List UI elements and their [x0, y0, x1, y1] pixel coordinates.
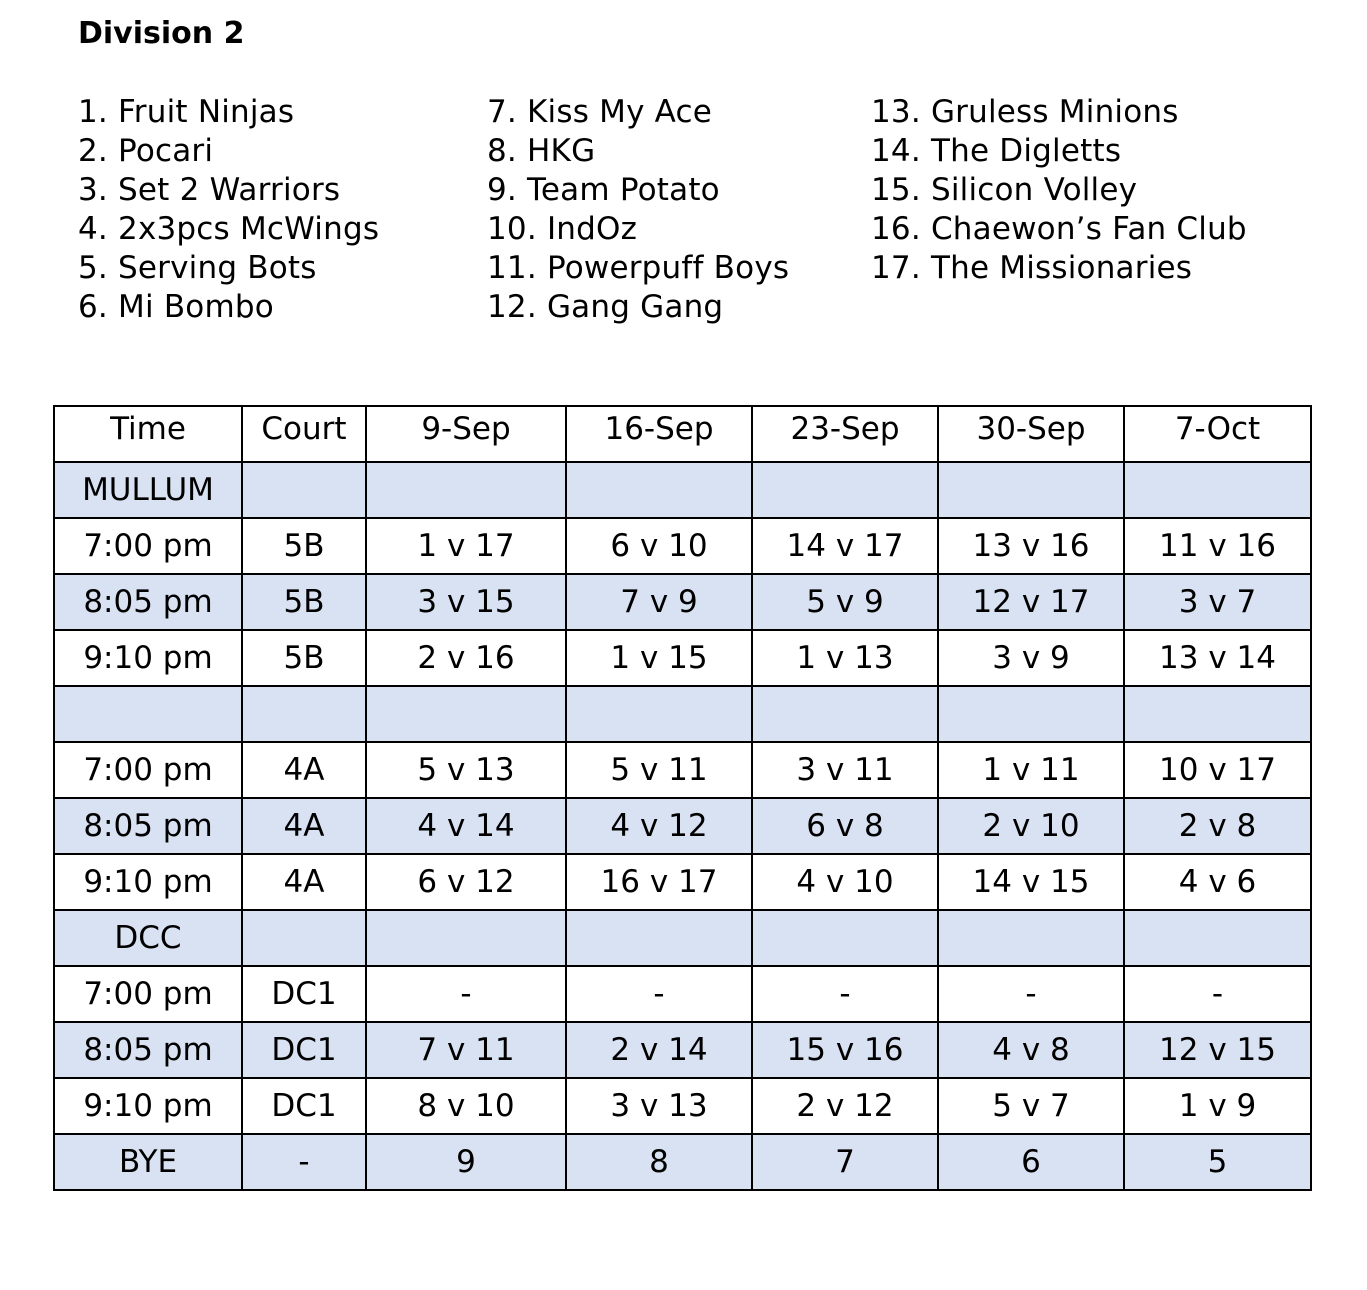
match-cell: 12 v 17 — [938, 574, 1124, 630]
table-cell — [1124, 910, 1311, 966]
team-list-column-2 — [487, 93, 789, 327]
time-cell: 9:10 pm — [54, 630, 242, 686]
table-cell — [1124, 686, 1311, 742]
court-cell: DC1 — [242, 1022, 366, 1078]
table-cell — [366, 910, 566, 966]
venue-label: DCC — [54, 910, 242, 966]
team-list-column-3 — [871, 93, 1247, 288]
match-cell: 9 — [366, 1134, 566, 1190]
court-cell: 4A — [242, 798, 366, 854]
court-cell: 5B — [242, 518, 366, 574]
court-cell: 4A — [242, 742, 366, 798]
team-list-item: 5. Serving Bots — [78, 250, 317, 286]
column-header: 23-Sep — [752, 406, 938, 462]
team-list-item: 11. Powerpuff Boys — [487, 250, 790, 286]
column-header: 7-Oct — [1124, 406, 1311, 462]
table-cell — [242, 910, 366, 966]
match-cell: 5 — [1124, 1134, 1311, 1190]
match-cell: 8 v 10 — [366, 1078, 566, 1134]
table-cell — [566, 910, 752, 966]
match-cell: - — [938, 966, 1124, 1022]
venue-label — [54, 686, 242, 742]
team-list-item: 7. Kiss My Ace — [487, 94, 713, 130]
match-cell: 13 v 14 — [1124, 630, 1311, 686]
team-list-item: 1. Fruit Ninjas — [78, 94, 295, 130]
match-cell: 12 v 15 — [1124, 1022, 1311, 1078]
match-cell: 4 v 10 — [752, 854, 938, 910]
match-cell: 1 v 9 — [1124, 1078, 1311, 1134]
match-cell: 15 v 16 — [752, 1022, 938, 1078]
match-cell: 5 v 7 — [938, 1078, 1124, 1134]
match-cell: 8 — [566, 1134, 752, 1190]
match-cell: 4 v 8 — [938, 1022, 1124, 1078]
match-cell: 13 v 16 — [938, 518, 1124, 574]
table-cell — [566, 462, 752, 518]
table-cell — [366, 462, 566, 518]
match-cell: 2 v 8 — [1124, 798, 1311, 854]
table-row — [54, 966, 1311, 1022]
table-row — [54, 854, 1311, 910]
venue-label: MULLUM — [54, 462, 242, 518]
court-cell: 5B — [242, 630, 366, 686]
time-cell: 7:00 pm — [54, 742, 242, 798]
match-cell: - — [752, 966, 938, 1022]
team-list-item: 16. Chaewon’s Fan Club — [871, 211, 1247, 247]
match-cell: 2 v 16 — [366, 630, 566, 686]
match-cell: - — [566, 966, 752, 1022]
table-row — [54, 798, 1311, 854]
match-cell: 2 v 14 — [566, 1022, 752, 1078]
match-cell: 14 v 15 — [938, 854, 1124, 910]
column-header: 30-Sep — [938, 406, 1124, 462]
match-cell: 1 v 17 — [366, 518, 566, 574]
match-cell: - — [366, 966, 566, 1022]
table-body — [54, 462, 1311, 1190]
match-cell: 5 v 11 — [566, 742, 752, 798]
time-cell: 7:00 pm — [54, 518, 242, 574]
match-cell: 3 v 7 — [1124, 574, 1311, 630]
bye-row — [54, 1134, 1311, 1190]
match-cell: 2 v 12 — [752, 1078, 938, 1134]
team-list — [0, 93, 1367, 333]
match-cell: 10 v 17 — [1124, 742, 1311, 798]
time-cell: BYE — [54, 1134, 242, 1190]
table-cell — [242, 686, 366, 742]
table-row — [54, 1078, 1311, 1134]
match-cell: 3 v 15 — [366, 574, 566, 630]
match-cell: 6 v 10 — [566, 518, 752, 574]
match-cell: 6 v 8 — [752, 798, 938, 854]
match-cell: - — [1124, 966, 1311, 1022]
match-cell: 4 v 14 — [366, 798, 566, 854]
table-row — [54, 1022, 1311, 1078]
section-row — [54, 910, 1311, 966]
table-row — [54, 518, 1311, 574]
court-cell: DC1 — [242, 1078, 366, 1134]
time-cell: 8:05 pm — [54, 574, 242, 630]
team-list-item: 12. Gang Gang — [487, 289, 724, 325]
table-cell — [938, 910, 1124, 966]
table-cell — [752, 462, 938, 518]
team-list-item: 17. The Missionaries — [871, 250, 1193, 286]
match-cell: 6 — [938, 1134, 1124, 1190]
column-header: Court — [242, 406, 366, 462]
section-row — [54, 462, 1311, 518]
schedule-table — [53, 405, 1312, 1191]
time-cell: 9:10 pm — [54, 854, 242, 910]
match-cell: 7 — [752, 1134, 938, 1190]
court-cell: 4A — [242, 854, 366, 910]
match-cell: 3 v 9 — [938, 630, 1124, 686]
court-cell: 5B — [242, 574, 366, 630]
match-cell: 1 v 11 — [938, 742, 1124, 798]
column-header: 9-Sep — [366, 406, 566, 462]
match-cell: 14 v 17 — [752, 518, 938, 574]
team-list-item: 4. 2x3pcs McWings — [78, 211, 380, 247]
table-row — [54, 630, 1311, 686]
team-list-item: 15. Silicon Volley — [871, 172, 1138, 208]
time-cell: 8:05 pm — [54, 1022, 242, 1078]
match-cell: 4 v 6 — [1124, 854, 1311, 910]
match-cell: 2 v 10 — [938, 798, 1124, 854]
section-row — [54, 686, 1311, 742]
match-cell: 5 v 13 — [366, 742, 566, 798]
match-cell: 3 v 11 — [752, 742, 938, 798]
match-cell: 5 v 9 — [752, 574, 938, 630]
table-cell — [938, 686, 1124, 742]
time-cell: 8:05 pm — [54, 798, 242, 854]
match-cell: 3 v 13 — [566, 1078, 752, 1134]
team-list-item: 9. Team Potato — [487, 172, 720, 208]
match-cell: 11 v 16 — [1124, 518, 1311, 574]
match-cell: 1 v 15 — [566, 630, 752, 686]
table-cell — [752, 686, 938, 742]
table-cell — [752, 910, 938, 966]
table-cell — [1124, 462, 1311, 518]
match-cell: 7 v 11 — [366, 1022, 566, 1078]
column-header: Time — [54, 406, 242, 462]
team-list-column-1 — [78, 93, 379, 327]
match-cell: 1 v 13 — [752, 630, 938, 686]
match-cell: 7 v 9 — [566, 574, 752, 630]
table-row — [54, 742, 1311, 798]
team-list-item: 8. HKG — [487, 133, 596, 169]
match-cell: 16 v 17 — [566, 854, 752, 910]
team-list-item: 6. Mi Bombo — [78, 289, 274, 325]
table-row — [54, 574, 1311, 630]
court-cell: DC1 — [242, 966, 366, 1022]
team-list-item: 10. IndOz — [487, 211, 638, 247]
table-cell — [242, 462, 366, 518]
page-title: Division 2 — [78, 16, 245, 51]
table-header-row — [54, 406, 1311, 462]
match-cell: 4 v 12 — [566, 798, 752, 854]
court-cell: - — [242, 1134, 366, 1190]
time-cell: 7:00 pm — [54, 966, 242, 1022]
team-list-item: 2. Pocari — [78, 133, 214, 169]
table-cell — [938, 462, 1124, 518]
team-list-item: 3. Set 2 Warriors — [78, 172, 341, 208]
table-cell — [366, 686, 566, 742]
team-list-item: 13. Gruless Minions — [871, 94, 1179, 130]
column-header: 16-Sep — [566, 406, 752, 462]
table-cell — [566, 686, 752, 742]
team-list-item: 14. The Digletts — [871, 133, 1122, 169]
time-cell: 9:10 pm — [54, 1078, 242, 1134]
match-cell: 6 v 12 — [366, 854, 566, 910]
